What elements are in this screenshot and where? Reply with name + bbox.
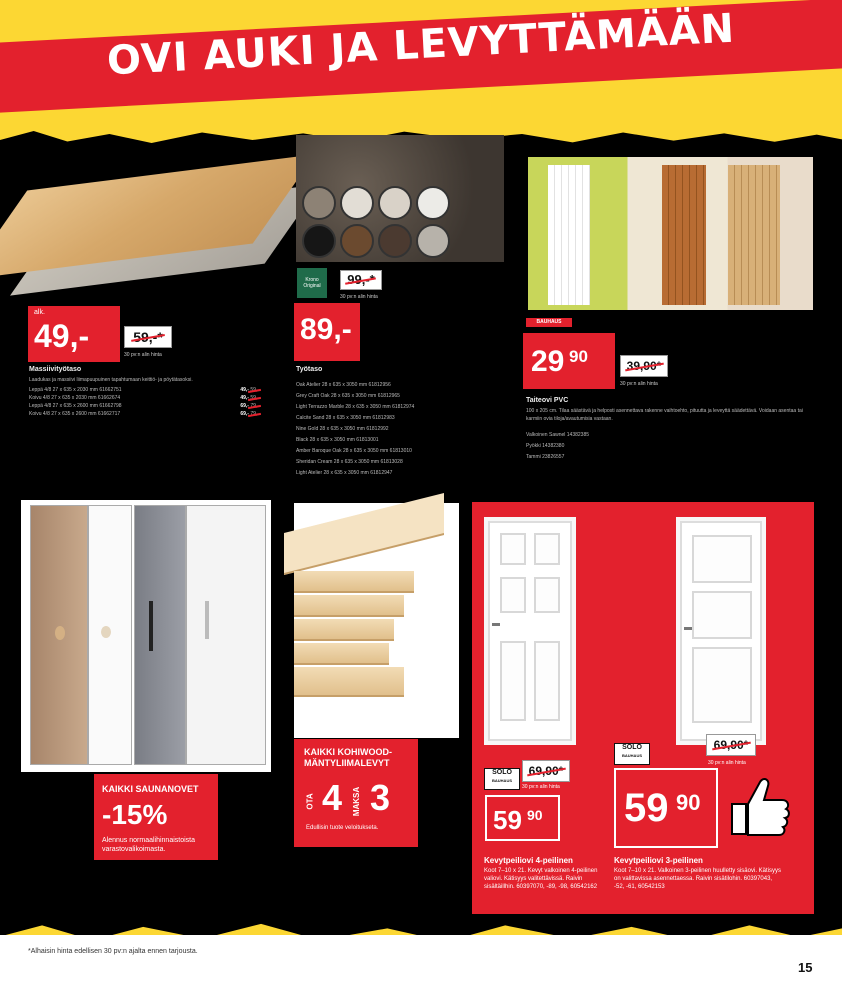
thumbs-up-icon (722, 770, 792, 840)
door-panel (534, 533, 560, 565)
door-panel (534, 577, 560, 613)
door3-old-price: 69,90* (706, 734, 756, 756)
list-item: Nine Gold 28 x 635 x 3050 mm 61812992 (296, 426, 389, 432)
table-row: Koivu 4/8 27 x 635 x 2600 mm 61662717 69,- 79,- (29, 411, 259, 417)
sauna-door-bronze (30, 505, 88, 765)
price-main: 59 (624, 786, 669, 830)
list-item: Light Atelier 28 x 635 x 3050 mm 61812947 (296, 470, 393, 476)
price-main: 59 (493, 805, 522, 835)
page-title: OVI AUKI JA LEVYTTÄMÄÄN (105, 5, 737, 85)
list-item: Black 28 x 635 x 3050 mm 61813001 (296, 437, 379, 443)
door-panel (692, 535, 752, 583)
price-value: 89,- (300, 313, 352, 346)
list-item: Sheridan Cream 28 x 635 x 3050 mm 61813028 (296, 459, 403, 465)
door-panel (500, 533, 526, 565)
round-handle-icon (101, 626, 111, 638)
door3-old-price-label: 30 pv:n alin hinta (708, 760, 746, 766)
folding-door-old-price: 39,90* (620, 355, 668, 377)
worktop-rows (296, 380, 496, 479)
sauna-promo-box (94, 774, 218, 860)
worktop-old-price: 99,-* (340, 270, 382, 290)
price-cents: 90 (569, 347, 588, 366)
worktop-swatches (302, 186, 452, 258)
plywood-promo-note: Edullisin tuote veloitukseta. (306, 825, 379, 831)
swatch (416, 224, 450, 258)
plywood-sheet (294, 643, 389, 665)
list-item: Amber Baroque Oak 28 x 635 x 3050 mm 61813010 (296, 448, 412, 454)
list-item: Valkoinen Sawnel 14382385 (526, 432, 590, 438)
bar-handle-icon (149, 601, 153, 651)
door-panel (692, 647, 752, 723)
sauna-door-white (88, 505, 132, 765)
folding-door-oak-image (728, 165, 780, 305)
countertop-title: Massiivityötaso (29, 366, 82, 373)
plywood-promo-box (294, 739, 418, 847)
swatch (378, 186, 412, 220)
list-item: Tammi 23826557 (526, 454, 565, 460)
worktop-title: Työtaso (296, 366, 323, 373)
countertop-old-price-label: 30 pv:n alin hinta (124, 352, 162, 358)
round-handle-icon (55, 626, 65, 640)
door-panel (500, 641, 526, 721)
door3-description: Koot 7–10 x 21. Valkoinen 3-peilinen huulletty sisäovi. Kätisyys on valittavissa asennettaessa. Raivin sisätilohin. 60397043, -52, -61, 60542153 (614, 868, 781, 890)
swatch (340, 224, 374, 258)
list-item: Calcite Sand 28 x 635 x 3050 mm 61812983 (296, 415, 395, 421)
door-leaf (488, 521, 572, 741)
swatch (416, 186, 450, 220)
bar-handle-icon (205, 601, 209, 639)
plywood-promo-label: KAIKKI KOHIWOOD-MÄNTYLIIMALEVYT (304, 747, 392, 768)
swatch (302, 224, 336, 258)
krono-logo: Krono Original (297, 268, 327, 298)
sauna-promo-label: KAIKKI SAUNANOVET (102, 784, 199, 794)
list-item: Pyökki 14382380 (526, 443, 565, 449)
door4-old-price-label: 30 pv:n alin hinta (522, 784, 560, 790)
maksa-number: 3 (370, 777, 391, 818)
footer-area (0, 935, 842, 992)
ota-number: 4 (322, 777, 343, 818)
door4-old-price: 69,90* (522, 760, 570, 782)
plywood-sheet (294, 571, 414, 593)
door4-title: Kevytpeiliovi 4-peilinen (484, 856, 573, 865)
sauna-discount: -15% (102, 799, 168, 830)
price-prefix: alk. (34, 309, 45, 316)
plywood-sheet (294, 667, 404, 697)
swatch (302, 186, 336, 220)
plywood-sheet (284, 493, 444, 575)
table-row: Koivu 4/8 27 x 635 x 2030 mm 61662674 49,- 59,- (29, 395, 259, 401)
folding-door-title: Taiteovi PVC (526, 397, 569, 404)
door-leaf (680, 521, 762, 741)
door3-price-box (614, 768, 718, 848)
page-number: 15 (798, 960, 813, 975)
footnote: *Alhaisin hinta edellisen 30 pv:n ajalta ennen tarjousta. (28, 948, 198, 955)
folding-door-white-image (548, 165, 590, 305)
door-panel (692, 591, 752, 639)
table-row: Leppä 4/8 27 x 635 x 2600 mm 61662798 69,- 79,- (29, 403, 259, 409)
countertop-rows (29, 386, 259, 418)
sauna-promo-note: Alennus normaalihinnaistoista varastovalikoimasta. (102, 837, 195, 853)
door-3-panel-image (676, 517, 766, 745)
countertop-old-price: 59,-* (124, 326, 172, 348)
sauna-door-grey (134, 505, 186, 765)
list-item: Oak Atelier 28 x 635 x 3050 mm 61812956 (296, 382, 391, 388)
swatch (378, 224, 412, 258)
door4-description: Koot 7–10 x 21. Kevyt valkoinen 4-peilinen valiovi. Kätisyys valitettävissä. Raivin sisältäillhin. 60397070, -89, -98, 60542162 (484, 868, 598, 890)
folding-door-price-box (523, 333, 615, 389)
door3-title: Kevytpeiliovi 3-peilinen (614, 856, 703, 865)
price-main: 29 (531, 345, 565, 378)
maksa-word: MAKSA (352, 786, 362, 817)
door-4-panel-image (484, 517, 576, 745)
table-row: Leppä 4/8 27 x 635 x 2030 mm 61662751 49,- 59,- (29, 387, 259, 393)
price-value: 49,- (34, 318, 90, 354)
plywood-image (294, 503, 459, 738)
countertop-price-box (28, 306, 120, 362)
folding-door-brown-image (662, 165, 706, 305)
solo-logo: SOLO BAUHAUS (614, 743, 650, 765)
door-handle-icon (492, 623, 500, 626)
price-cents: 90 (676, 790, 701, 815)
plywood-sheet (294, 595, 404, 617)
door4-price-box (485, 795, 560, 841)
folding-door-old-price-label: 30 pv:n alin hinta (620, 381, 658, 387)
folding-door-variants (526, 430, 589, 463)
price-cents: 90 (527, 807, 543, 823)
solo-logo: SOLO BAUHAUS (484, 768, 520, 790)
list-item: Light Terrazzo Marble 28 x 635 x 3050 mm 61812974 (296, 404, 415, 410)
ota-word: OTA (305, 793, 315, 810)
worktop-price-box (294, 303, 360, 361)
countertop-description: Laadukas ja massiivi liimapuupuinen tapahtumaan keittiö- ja pöytätasoksi. (29, 377, 193, 383)
door-panel (534, 641, 560, 721)
sauna-door-clear (186, 505, 266, 765)
door-handle-icon (684, 627, 692, 630)
list-item: Grey Craft Oak 28 x 635 x 3050 mm 61812965 (296, 393, 400, 399)
folding-door-description: 100 x 205 cm. Tilaa säästävä ja helposti asennettava rakenne vaihtoehto, pituutta ja leveyttä säädettävä. Voidaan asentaa tai karmiin ovia tiloja/avautumisia vastaan. (526, 408, 803, 422)
swatch (340, 186, 374, 220)
door-panel (500, 577, 526, 613)
bauhaus-logo: BAUHAUS (526, 318, 572, 327)
worktop-old-price-label: 30 pv:n alin hinta (340, 294, 378, 300)
plywood-sheet (294, 619, 394, 641)
